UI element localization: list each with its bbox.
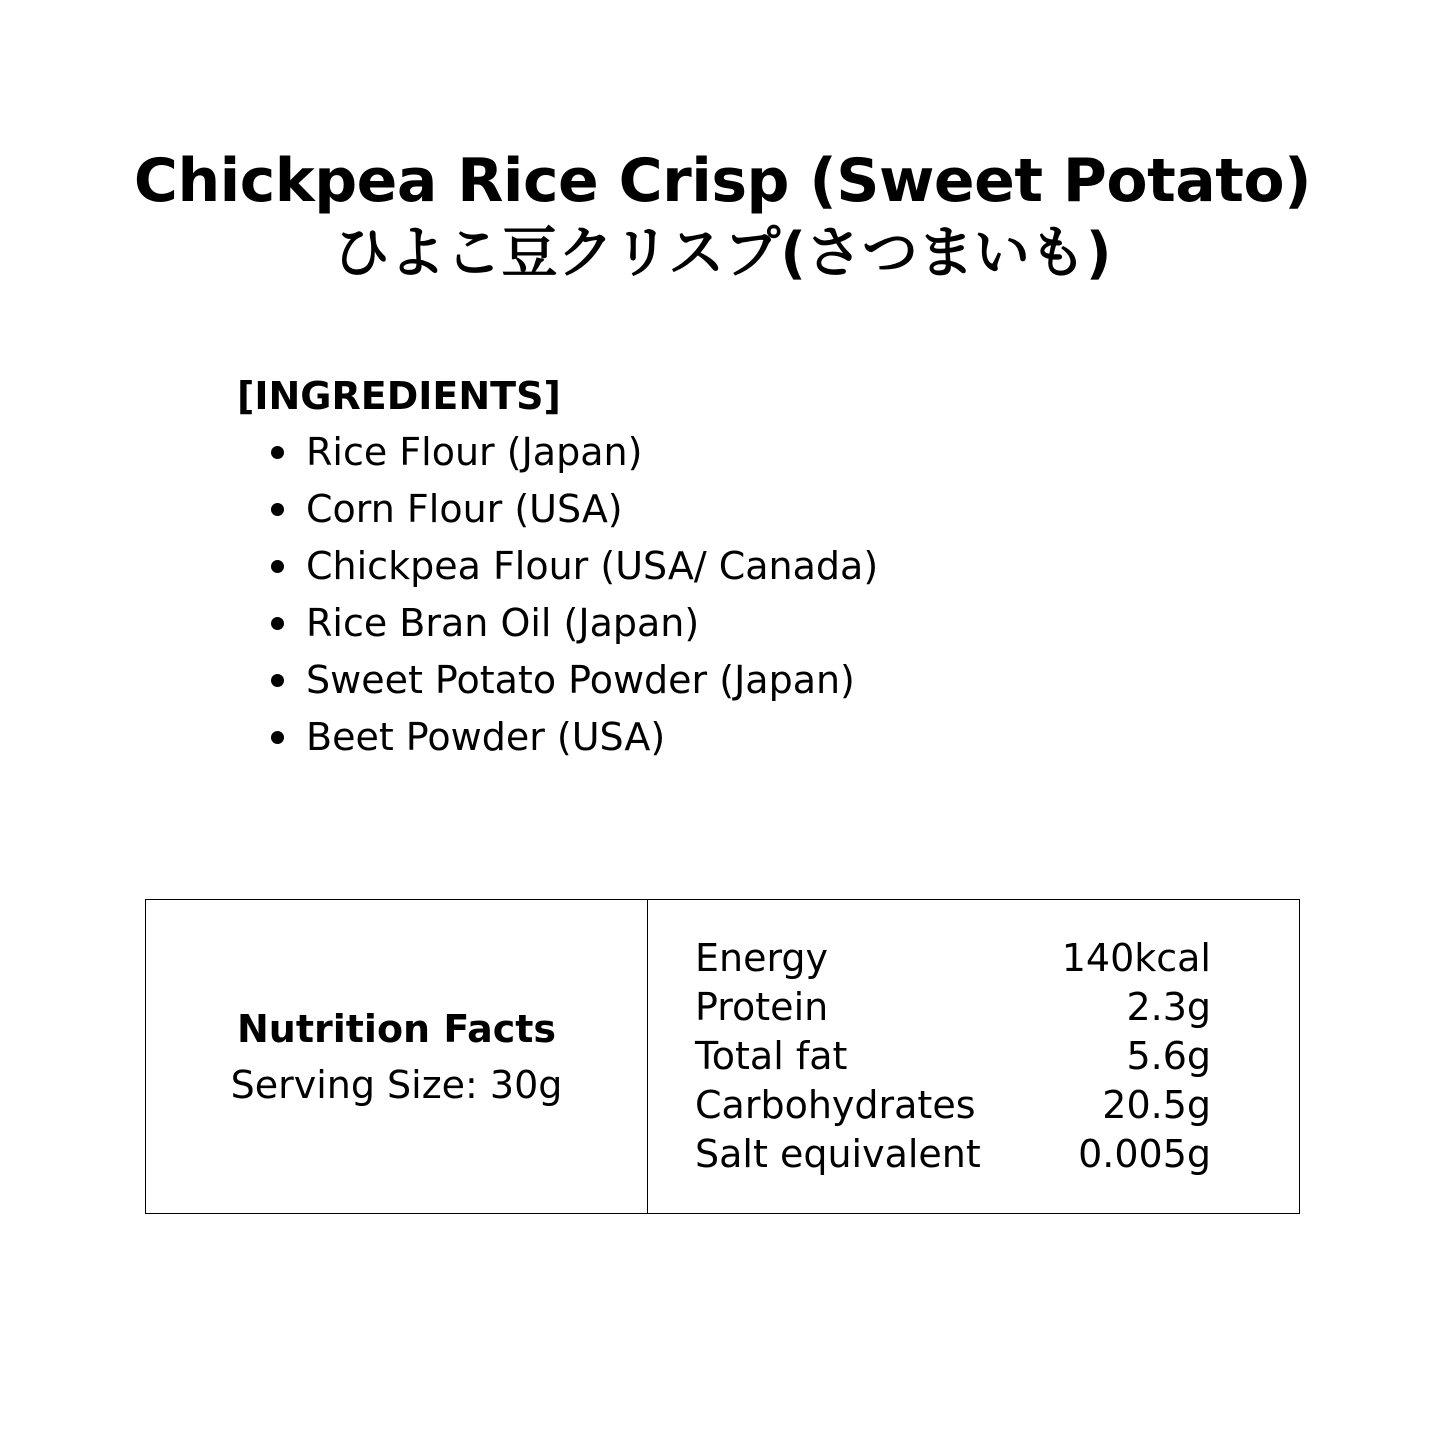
ingredients-section — [237, 368, 878, 766]
ingredient-item — [237, 652, 878, 709]
bullet-icon — [271, 674, 284, 687]
product-title-block — [0, 144, 1445, 290]
bullet-icon — [271, 617, 284, 630]
nutrition-summary-cell — [146, 900, 648, 1213]
ingredient-item — [237, 424, 878, 481]
nutrient-row-salt-equivalent — [648, 1130, 1299, 1179]
ingredient-label: Corn Flour (USA) — [306, 487, 623, 531]
nutrient-row-energy — [648, 934, 1299, 983]
nutrient-values-cell — [648, 900, 1299, 1213]
product-title-japanese: ひよこ豆クリスプ(さつまいも) — [333, 221, 1112, 286]
product-title-english: Chickpea Rice Crisp (Sweet Potato) — [133, 146, 1312, 216]
nutrient-value: 140kcal — [1061, 936, 1211, 980]
bullet-icon — [271, 731, 284, 744]
nutrient-value: 2.3g — [1126, 985, 1211, 1029]
nutrient-name: Carbohydrates — [695, 1083, 976, 1127]
ingredient-label: Beet Powder (USA) — [306, 715, 666, 759]
ingredient-label: Rice Flour (Japan) — [306, 430, 643, 474]
nutrition-facts-title: Nutrition Facts — [236, 1006, 557, 1051]
nutrient-row-protein — [648, 983, 1299, 1032]
ingredient-label: Chickpea Flour (USA/ Canada) — [306, 544, 879, 588]
nutrient-name: Energy — [695, 936, 829, 980]
nutrient-value: 5.6g — [1126, 1034, 1211, 1078]
ingredient-item — [237, 709, 878, 766]
ingredient-label: Rice Bran Oil (Japan) — [306, 601, 700, 645]
ingredients-heading: [INGREDIENTS] — [237, 374, 561, 418]
nutrient-name: Salt equivalent — [695, 1132, 981, 1176]
nutrient-value: 20.5g — [1102, 1083, 1211, 1127]
serving-size: Serving Size: 30g — [230, 1062, 563, 1107]
nutrition-table — [145, 899, 1300, 1214]
nutrient-value: 0.005g — [1078, 1132, 1211, 1176]
nutrient-name: Total fat — [695, 1034, 848, 1078]
ingredient-item — [237, 595, 878, 652]
nutrient-name: Protein — [695, 985, 829, 1029]
ingredients-list — [237, 424, 878, 766]
ingredient-label: Sweet Potato Powder (Japan) — [306, 658, 855, 702]
ingredient-item — [237, 538, 878, 595]
nutrient-row-carbohydrates — [648, 1081, 1299, 1130]
nutrient-row-total-fat — [648, 1032, 1299, 1081]
bullet-icon — [271, 503, 284, 516]
ingredient-item — [237, 481, 878, 538]
bullet-icon — [271, 560, 284, 573]
bullet-icon — [271, 446, 284, 459]
